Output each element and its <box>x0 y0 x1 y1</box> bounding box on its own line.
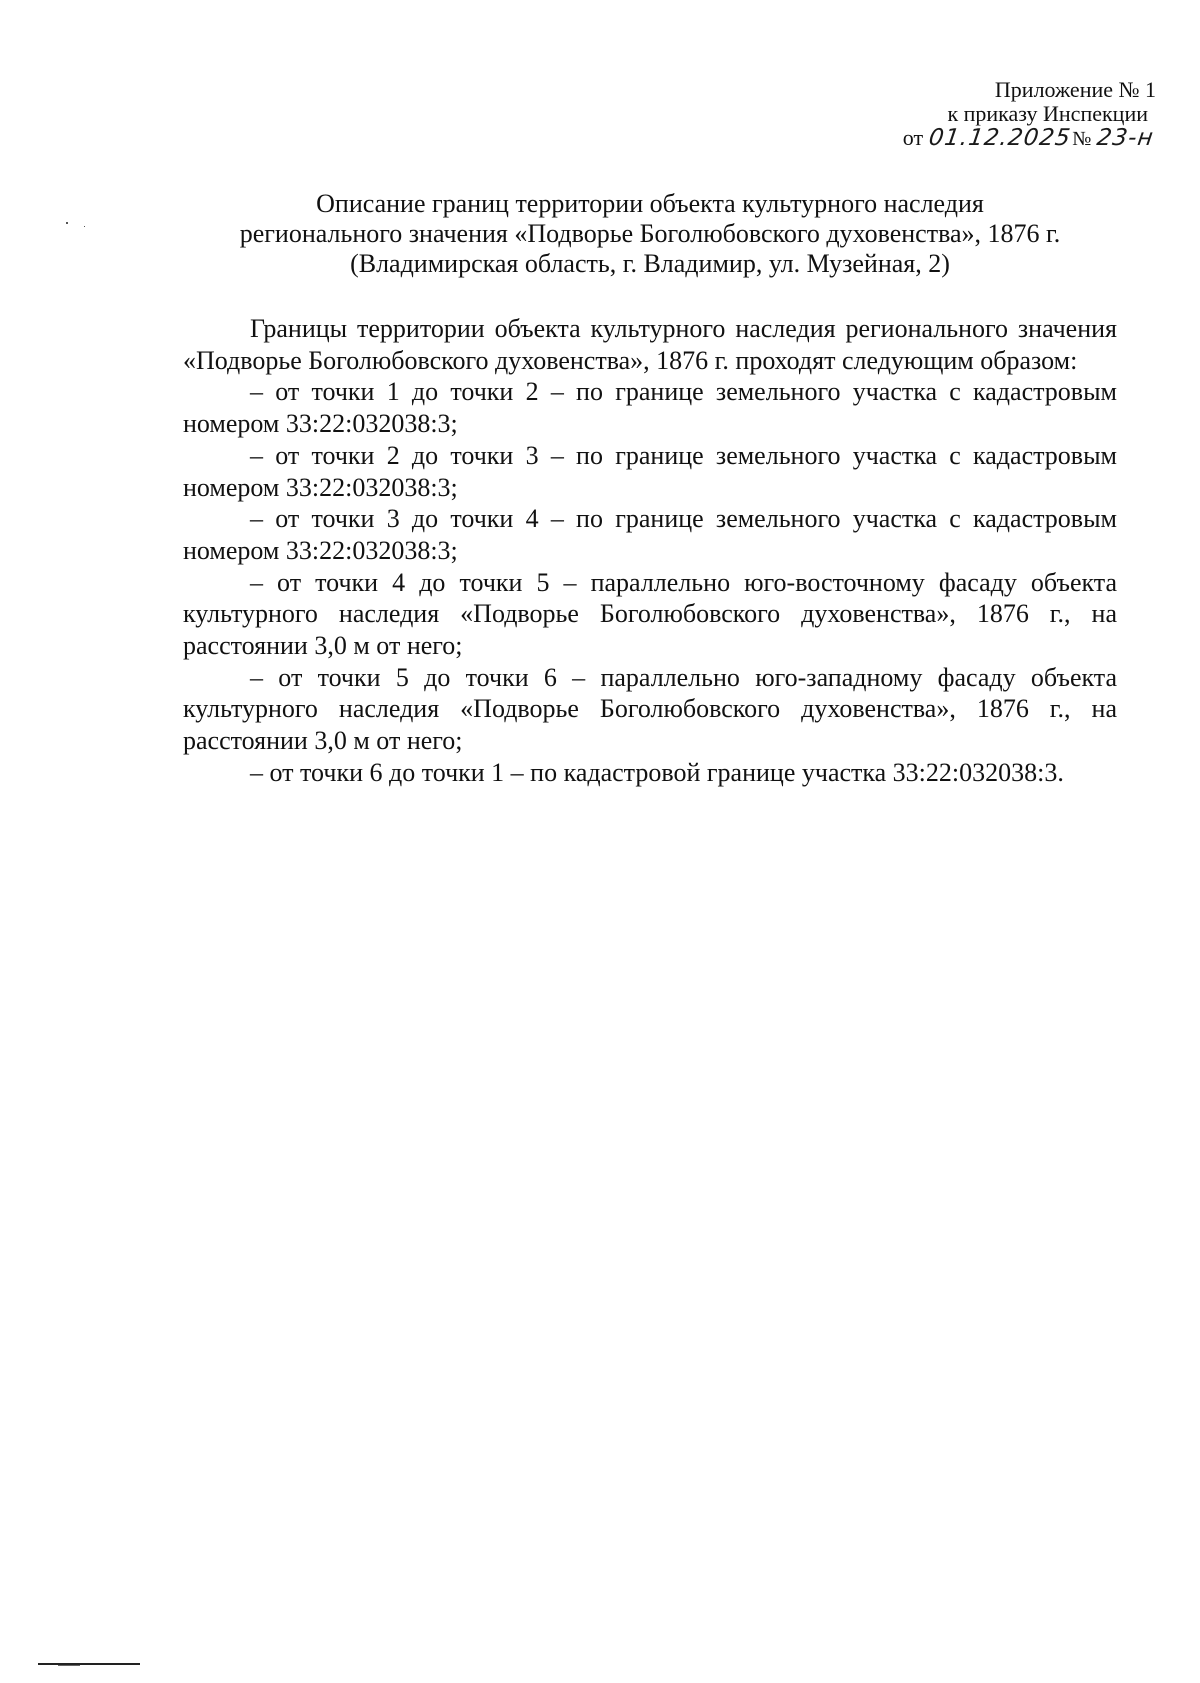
boundary-item-1: – от точки 1 до точки 2 – по границе земельного участка с кадастровым номером 33:22:032038:3; <box>183 377 1117 439</box>
appendix-header <box>880 78 1156 151</box>
footer-rule <box>38 1663 140 1665</box>
boundary-item-4: – от точки 4 до точки 5 – параллельно юго-восточному фасаду объекта культурного наследия «Подворье Боголюбовского духовенства», 1876 г., на расстоянии 3,0 м от него; <box>183 567 1117 661</box>
boundary-item-5: – от точки 5 до точки 6 – параллельно юго-западному фасаду объекта культурного наследия «Подворье Боголюбовского духовенства», 1876 г., на расстоянии 3,0 м от него; <box>183 662 1117 756</box>
number-sign: № <box>1072 128 1092 150</box>
boundary-item-6: – от точки 6 до точки 1 – по кадастровой границе участка 33:22:032038:3. <box>250 757 1064 787</box>
boundary-item-2: – от точки 2 до точки 3 – по границе земельного участка с кадастровым номером 33:22:032038:3; <box>183 440 1117 502</box>
scan-speck <box>84 226 85 227</box>
boundary-item-3: – от точки 3 до точки 4 – по границе земельного участка с кадастровым номером 33:22:032038:3; <box>183 504 1117 565</box>
title-line-1: Описание границ территории объекта культурного наследия <box>316 189 984 218</box>
order-date-number <box>880 126 1156 151</box>
scan-speck <box>66 222 68 224</box>
document-body <box>183 313 1117 789</box>
date-prefix: от <box>902 125 924 150</box>
title-line-2: регионального значения «Подворье Боголюбовского духовенства», 1876 г. <box>239 219 1061 248</box>
title-line-3: (Владимирская область, г. Владимир, ул. Музейная, 2) <box>350 249 950 278</box>
appendix-label: Приложение № 1 <box>994 77 1156 102</box>
handwritten-date: 01.12.2025 <box>926 125 1073 151</box>
order-reference: к приказу Инспекции <box>947 101 1148 126</box>
document-title <box>150 189 1150 279</box>
handwritten-order-number: 23-н <box>1095 125 1156 151</box>
intro-paragraph: Границы территории объекта культурного наследия регионального значения «Подворье Боголюбовского духовенства», 1876 г. проходят следующим образом: <box>183 314 1117 375</box>
